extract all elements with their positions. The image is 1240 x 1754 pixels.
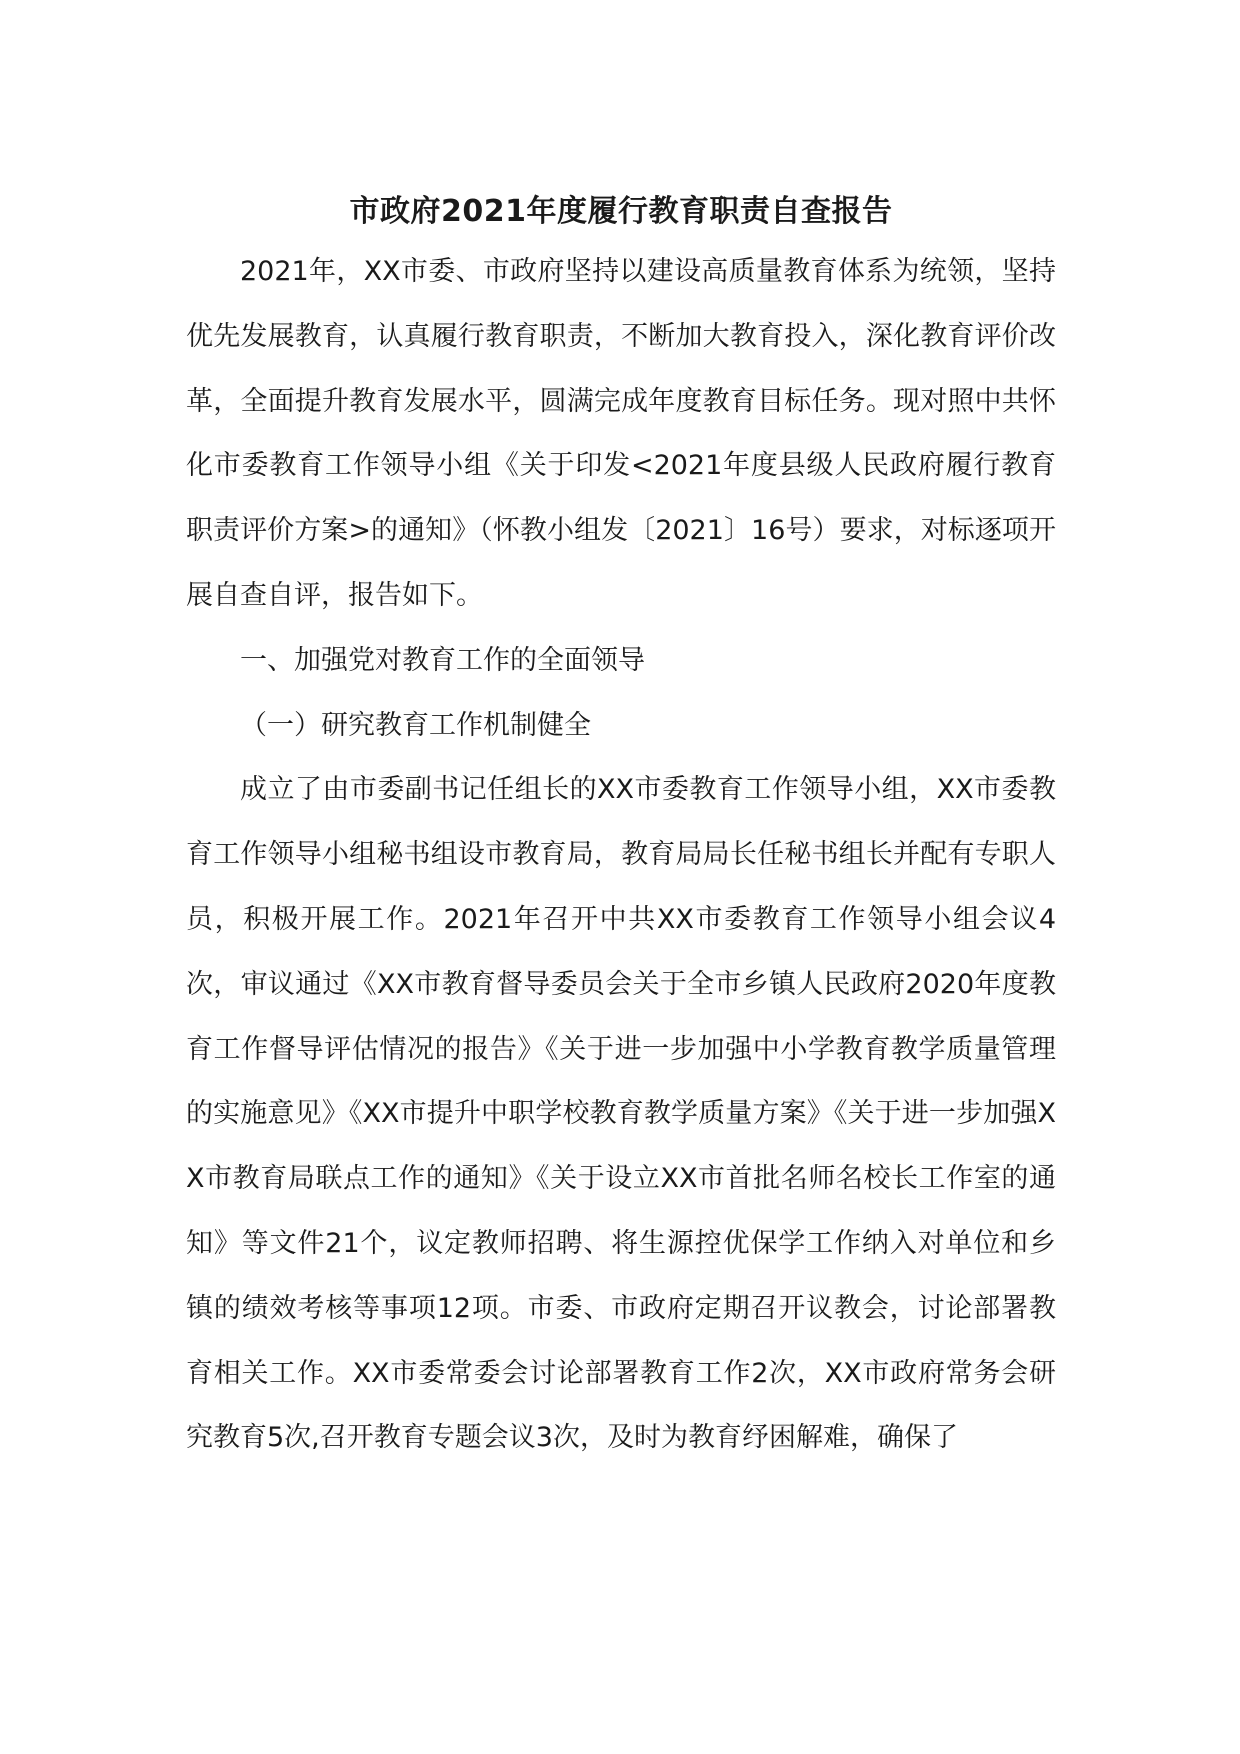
intro-paragraph: 2021年，XX市委、市政府坚持以建设高质量教育体系为统领，坚持优先发展教育，认真履行教育职责，不断加大教育投入，深化教育评价改革，全面提升教育发展水平，圆满完成年度教育目标任务。现对照中共怀化市委教育工作领导小组《关于印发<2021年度县级人民政府履行教育职责评价方案>的通知》（怀教小组发〔2021〕16号）要求，对标逐项开展自查自评，报告如下。 <box>186 256 1056 611</box>
body-paragraph: 成立了由市委副书记任组长的XX市委教育工作领导小组，XX市委教育工作领导小组秘书组设市教育局，教育局局长任秘书组长并配有专职人员，积极开展工作。2021年召开中共XX市委教育工作领导小组会议4次，审议通过《XX市教育督导委员会关于全市乡镇人民政府2020年度教育工作督导评估情况的报告》《关于进一步加强中小学教育教学质量管理的实施意见》《XX市提升中职学校教育教学质量方案》《关于进一步加强XX市教育局联点工作的通知》《关于设立XX市首批名师名校长工作室的通知》等文件21个，议定教师招聘、将生源控优保学工作纳入对单位和乡镇的绩效考核等事项12项。市委、市政府定期召开议教会，讨论部署教育相关工作。XX市委常委会讨论部署教育工作2次，XX市政府常务会研究教育5次,召开教育专题会议3次，及时为教育纾困解难，确保了 <box>186 774 1056 1454</box>
document-page <box>186 190 1056 1471</box>
section-heading: 一、加强党对教育工作的全面领导 <box>240 644 645 676</box>
subsection-heading: （一）研究教育工作机制健全 <box>240 709 591 741</box>
document-title: 市政府2021年度履行教育职责自查报告 <box>349 194 893 229</box>
